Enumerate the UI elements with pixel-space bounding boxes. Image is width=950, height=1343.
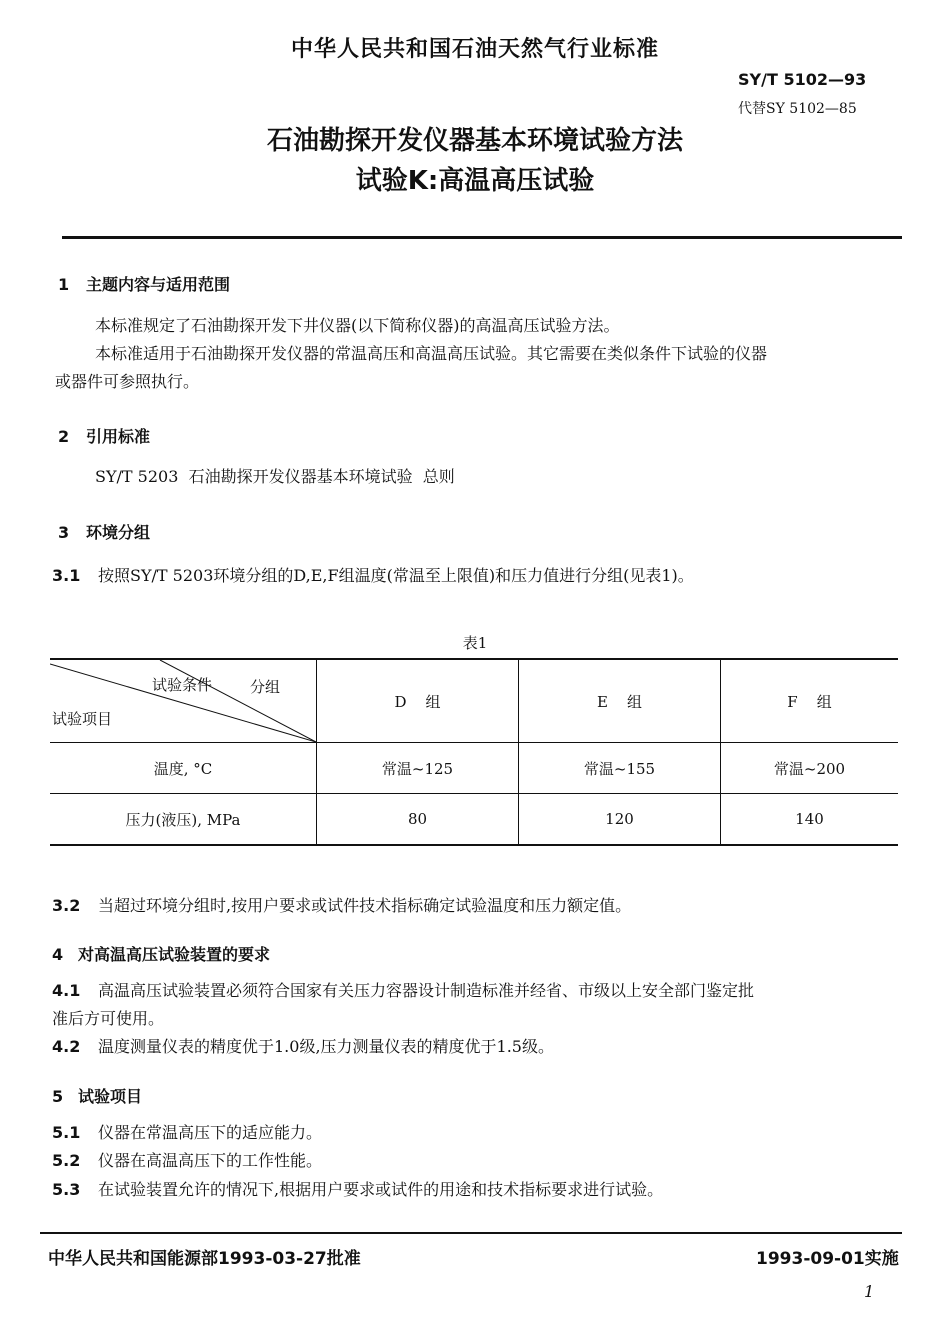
diagonal-header-cell	[50, 660, 317, 743]
footer-rule	[40, 1232, 902, 1234]
clause-text: 温度测量仪表的精度优于1.0级,压力测量仪表的精度优于1.5级。	[98, 1037, 554, 1056]
section-5-heading	[52, 1084, 142, 1107]
clause-3-1	[52, 563, 694, 589]
effective-date: 1993-09-01实施	[756, 1249, 899, 1269]
table-cell: 80	[317, 794, 519, 845]
clause-number: 3.2	[52, 896, 81, 915]
section-title: 对高温高压试验装置的要求	[78, 945, 271, 964]
section-number: 2	[58, 427, 70, 446]
clause-text: 当超过环境分组时,按用户要求或试件技术指标确定试验温度和压力额定值。	[98, 896, 632, 915]
environment-group-table	[50, 660, 898, 844]
title-rule	[62, 236, 902, 239]
clause-number: 5.2	[52, 1151, 81, 1170]
clause-4-2	[52, 1034, 554, 1060]
paragraph: 或器件可参照执行。	[55, 372, 200, 391]
section-number: 5	[52, 1087, 64, 1106]
section-title: 环境分组	[86, 523, 151, 542]
section-title: 主题内容与适用范围	[86, 275, 231, 294]
group-header-e: E 组	[519, 660, 721, 743]
diagonal-lines	[50, 660, 316, 742]
section-4-heading	[52, 942, 270, 965]
group-header-f: F 组	[721, 660, 899, 743]
table-cell: 常温~125	[317, 743, 519, 794]
table-cell: 常温~200	[721, 743, 899, 794]
clause-number: 4.1	[52, 981, 81, 1000]
section-3-heading	[58, 520, 150, 543]
clause-text: 按照SY/T 5203环境分组的D,E,F组温度(常温至上限值)和压力值进行分组(见表1)。	[98, 566, 694, 585]
table-cell: 140	[721, 794, 899, 845]
page-number: 1	[864, 1282, 875, 1301]
clause-text: 高温高压试验装置必须符合国家有关压力容器设计制造标准并经省、市级以上安全部门鉴定批	[98, 981, 755, 1000]
clause-5-2	[52, 1148, 322, 1174]
document-title: 石油勘探开发仪器基本环境试验方法	[266, 126, 683, 156]
diag-label-items: 试验项目	[52, 710, 113, 728]
clause-text: 仪器在高温高压下的工作性能。	[98, 1151, 323, 1170]
paragraph: 本标准规定了石油勘探开发下井仪器(以下简称仪器)的高温高压试验方法。	[95, 316, 620, 335]
section-1-heading	[58, 272, 230, 295]
table-row	[50, 743, 898, 794]
row-label: 温度, °C	[50, 743, 317, 794]
table-caption: 表1	[462, 634, 488, 652]
clause-4-1	[52, 978, 754, 1004]
table-cell: 120	[519, 794, 721, 845]
group-header-d: D 组	[317, 660, 519, 743]
replaces-standard: 代替SY 5102—85	[738, 101, 857, 117]
clause-number: 5.3	[52, 1180, 81, 1199]
clause-5-1	[52, 1120, 322, 1146]
section-2-heading	[58, 424, 150, 447]
section-number: 1	[58, 275, 70, 294]
paragraph: 本标准适用于石油勘探开发仪器的常温高压和高温高压试验。其它需要在类似条件下试验的仪器	[95, 344, 768, 363]
diag-label-groups: 分组	[250, 678, 281, 696]
clause-5-3	[52, 1177, 663, 1203]
clause-text: 在试验装置允许的情况下,根据用户要求或试件的用途和技术指标要求进行试验。	[98, 1180, 664, 1199]
standard-code: SY/T 5102—93	[738, 70, 867, 89]
table-row	[50, 794, 898, 845]
approval-line: 中华人民共和国能源部1993-03-27批准	[48, 1249, 361, 1269]
table-cell: 常温~155	[519, 743, 721, 794]
paragraph: 准后方可使用。	[52, 1009, 165, 1028]
diag-label-conditions: 试验条件	[152, 676, 213, 694]
clause-number: 3.1	[52, 566, 81, 585]
section-number: 3	[58, 523, 70, 542]
section-title: 引用标准	[86, 427, 151, 446]
section-number: 4	[52, 945, 64, 964]
section-title: 试验项目	[78, 1087, 143, 1106]
clause-number: 5.1	[52, 1123, 81, 1142]
table-bottom-rule	[50, 844, 898, 846]
row-label: 压力(液压), MPa	[125, 810, 241, 829]
referenced-standard: SY/T 5203 石油勘探开发仪器基本环境试验 总则	[95, 467, 455, 486]
document-subtitle: 试验K:高温高压试验	[355, 166, 595, 196]
issuing-body-title: 中华人民共和国石油天然气行业标准	[290, 37, 659, 62]
clause-3-2	[52, 893, 631, 919]
clause-number: 4.2	[52, 1037, 81, 1056]
clause-text: 仪器在常温高压下的适应能力。	[98, 1123, 323, 1142]
